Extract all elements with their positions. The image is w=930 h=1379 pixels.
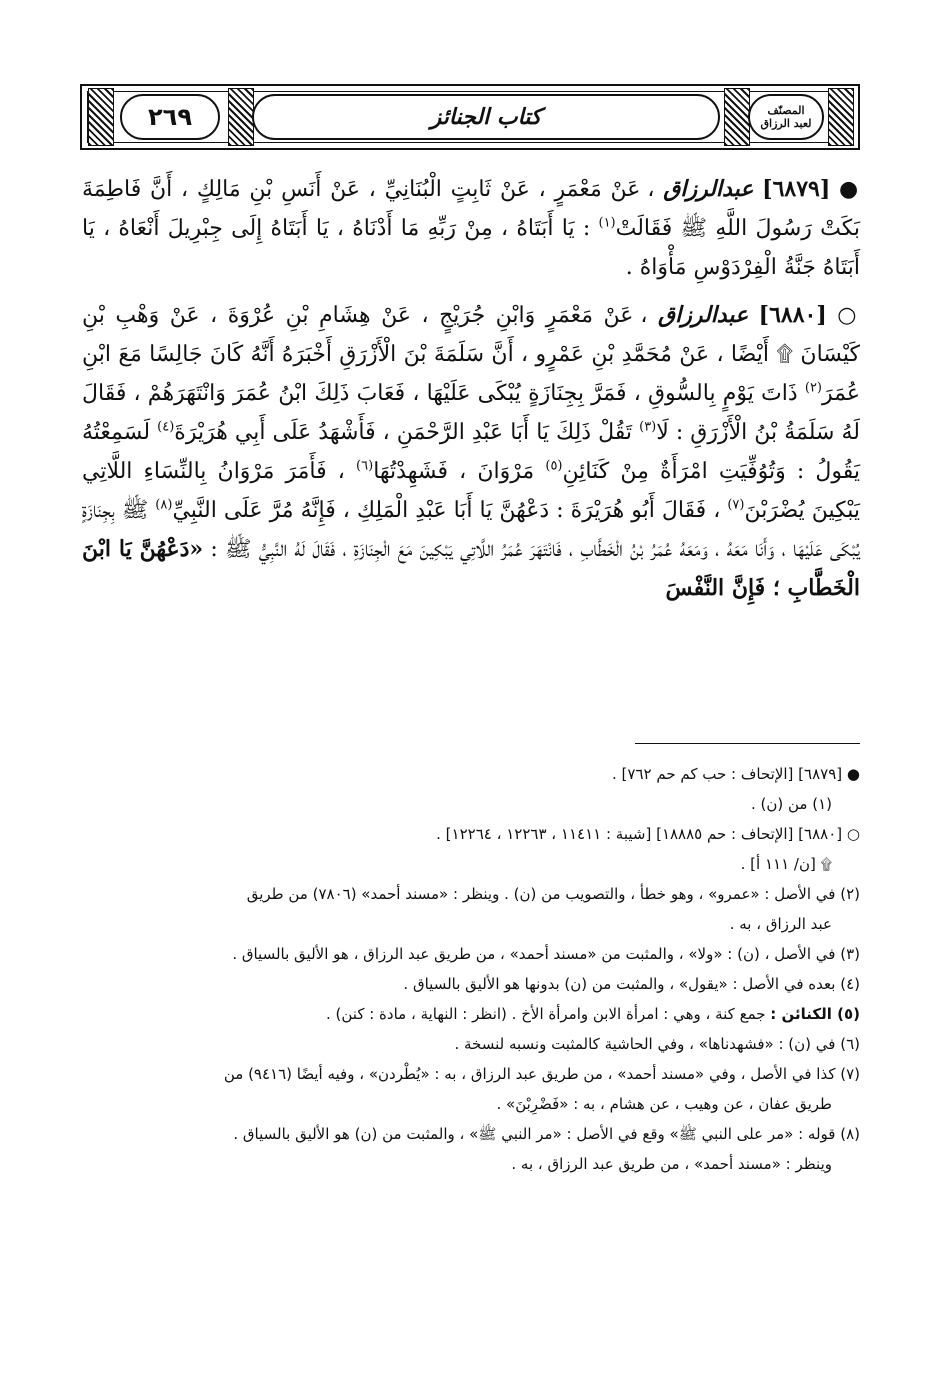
footnote-ref: (١) — [598, 215, 616, 231]
note-text: [٦٨٧٩] [الإتحاف : حب كم حم ٧٦٢] . — [612, 765, 843, 783]
footnote-ref: (٦) — [356, 458, 374, 474]
book-logo — [748, 94, 824, 140]
hadith-text: أَيْضًا ، عَنْ مُحَمَّدِ بْنِ عَمْرٍو ، أَنَّ سَلَمَةَ بْنَ الْأَزْرَقِ أَخْبَرَهُ أَنَّهُ كَانَ جَالِسًا مَعَ ابْنِ عُمَرَ — [82, 342, 860, 406]
footnote-ref: (٥) — [545, 458, 563, 474]
hadith-text: مَرْوَانَ ، فَشَهِدْتُهَا — [373, 459, 535, 484]
hadith-number: [٦٨٨٠] — [758, 302, 827, 328]
hadith-text: ﷺ بِجِنَازَةٍ يُبْكَى عَلَيْهَا ، وَأَنَا مَعَهُ ، وَمَعَهُ عُمَرُ بْنُ الْخَطَّابِ ، فَانْتَهَرَ عُمَرُ اللَّاتِي يَبْكِينَ مَعَ الْجِنَازَةِ ، فَقَالَ لَهُ النَّبِيُّ ﷺ : — [82, 498, 860, 562]
footnote-2: (٢) في الأصل : «عمرو» ، وهو خطأ ، والتصويب من (ن) . وينظر : «مسند أحمد» (٧٨٠٦) من طريق — [246, 885, 860, 903]
footnote-6: (٦) في (ن) : «فشهدناها» ، وفي الحاشية كالمثبت ونسبه لنسخة . — [454, 1035, 860, 1053]
hadith-text: ، عَنْ مَعْمَرٍ وَابْنِ جُرَيْجٍ ، عَنْ هِشَامِ بْنِ عُرْوَةَ ، عَنْ وَهْبِ بْنِ كَيْسَانَ — [82, 303, 861, 367]
hadith-text: ذَاتَ يَوْمٍ بِالسُّوقِ ، فَمَرَّ بِجِنَازَةٍ يُبْكَى عَلَيْهَا ، فَعَابَ ذَلِكَ ابْنُ عُمَرَ وَانْتَهَرَهُمْ ، فَقَالَ لَهُ سَلَمَةُ بْنُ الْأَزْرَقِ : لَا — [82, 381, 860, 445]
footnote-2-cont: عبد الرزاق ، به . — [729, 915, 832, 933]
hadith-text: ، فَقَالَ أَبُو هُرَيْرَةَ : دَعْهُنَّ يَا أَبَا عَبْدِ الْمَلِكِ ، فَإِنَّهُ مُرَّ عَلَى النَّبِيِّ — [172, 498, 721, 523]
footnote-ref: (٣) — [639, 419, 657, 435]
manuscript-mark-icon: ۩ — [776, 342, 794, 367]
main-text — [82, 170, 860, 617]
page-number: ٢٦٩ — [120, 94, 220, 140]
footnote-1: (١) من (ن) . — [750, 795, 832, 813]
author-name: عبدالرزاق — [663, 176, 754, 202]
manuscript-note: ۩ [ن/ ١١١ أ] . — [740, 855, 832, 873]
ornament-mid-right-icon — [724, 88, 750, 146]
hadith-6879 — [82, 170, 860, 287]
source-note-6879 — [82, 760, 860, 789]
footnote-ref: (٢) — [804, 380, 822, 396]
footnote-8-cont: وينظر : «مسند أحمد» ، من طريق عبد الرزاق ، به . — [511, 1155, 832, 1173]
hadith-number: [٦٨٧٩] — [762, 176, 831, 202]
ornament-left-icon — [88, 88, 114, 146]
filled-circle-icon: ● — [846, 765, 860, 783]
hadith-text: ، فَأَمَرَ مَرْوَانُ بِالنِّسَاءِ اللَّاتِي يَبْكِينَ يُضْرَبْنَ — [82, 459, 860, 523]
footnote-7-cont: طريق عفان ، عن وهيب ، عن هشام ، به : «فَضْرِبْنَ» . — [496, 1095, 832, 1113]
hollow-circle-icon: ○ — [846, 825, 860, 843]
footnote-ref: (٧) — [727, 497, 745, 513]
footnote-4: (٤) بعده في الأصل : «يقول» ، والمثبت من (ن) بدونها هو الأليق بالسياق . — [403, 975, 860, 993]
note-text: [٦٨٨٠] [الإتحاف : حم ١٨٨٨٥] [شيبة : ١١٤١١ ، ١٢٢٦٣ ، ١٢٢٦٤] . — [436, 825, 843, 843]
ornament-right-icon — [828, 88, 854, 146]
footnote-ref: (٤) — [157, 419, 175, 435]
source-note-6880 — [82, 820, 860, 849]
footnote-5-label: (٥) الكنائن : — [770, 1005, 860, 1023]
hadith-text: تَقُلْ ذَلِكَ يَا أَبَا عَبْدِ الرَّحْمَنِ ، فَأَشْهَدُ عَلَى أَبِي هُرَيْرَةَ — [174, 420, 633, 445]
author-name: عبدالرزاق — [658, 302, 749, 328]
hadith-6880 — [82, 296, 860, 608]
hadith-text: : يَا أَبَتَاهُ ، مِنْ رَبِّهِ مَا أَدْنَاهُ ، يَا أَبَتَاهُ إِلَى جِبْرِيلَ أَنْعَاهُ ، يَا أَبَتَاهُ جَنَّةُ الْفِرْدَوْسِ مَأْوَاهُ . — [82, 216, 860, 280]
footnote-7: (٧) كذا في الأصل ، وفي «مسند أحمد» ، من طريق عبد الرزاق ، به : «يُطْردن» ، وفيه أيضًا (٩٤١٦) من — [223, 1065, 860, 1083]
footnote-separator — [635, 743, 860, 744]
note-text: جمع كنة ، وهي : امرأة الابن وامرأة الأخ . (انظر : النهاية ، مادة : كنن) . — [325, 1005, 766, 1023]
hollow-circle-icon: ○ — [837, 302, 860, 328]
footnote-5 — [82, 1000, 860, 1029]
chapter-title: كتاب الجنائز — [252, 94, 720, 140]
logo-line-2: لعبد الرزاق — [760, 117, 812, 130]
ornament-mid-left-icon — [228, 88, 254, 146]
footnote-ref: (٨) — [155, 497, 173, 513]
logo-line-1: المصنّف — [767, 104, 805, 117]
hadith-text: لَسَمِعْتُهُ يَقُولُ : وَتُوُفِّيَتِ امْرَأَةٌ مِنْ كَنَائِنِ — [82, 420, 861, 484]
footnote-3: (٣) في الأصل ، (ن) : «ولا» ، والمثبت من «مسند أحمد» ، من طريق عبد الرزاق ، هو الأليق بالسياق . — [232, 945, 860, 963]
footnotes — [82, 760, 860, 1180]
prophet-quote: «دَعْهُنَّ يَا ابْنَ الْخَطَّابِ ؛ فَإِنَّ النَّفْسَ — [82, 536, 860, 601]
hadith-text: ، عَنْ مَعْمَرٍ ، عَنْ ثَابِتٍ الْبُنَانِيِّ ، عَنْ أَنَسِ بْنِ مَالِكٍ ، أَنَّ فَاطِمَةَ بَكَتْ رَسُولَ اللَّهِ ﷺ فَقَالَتْ — [82, 177, 860, 241]
filled-circle-icon: ● — [839, 176, 861, 202]
page-header — [80, 84, 860, 150]
footnote-8: (٨) قوله : «مر على النبي ﷺ» وقع في الأصل : «مر النبي ﷺ» ، والمثبت من (ن) هو الأليق بالسياق . — [233, 1125, 860, 1143]
